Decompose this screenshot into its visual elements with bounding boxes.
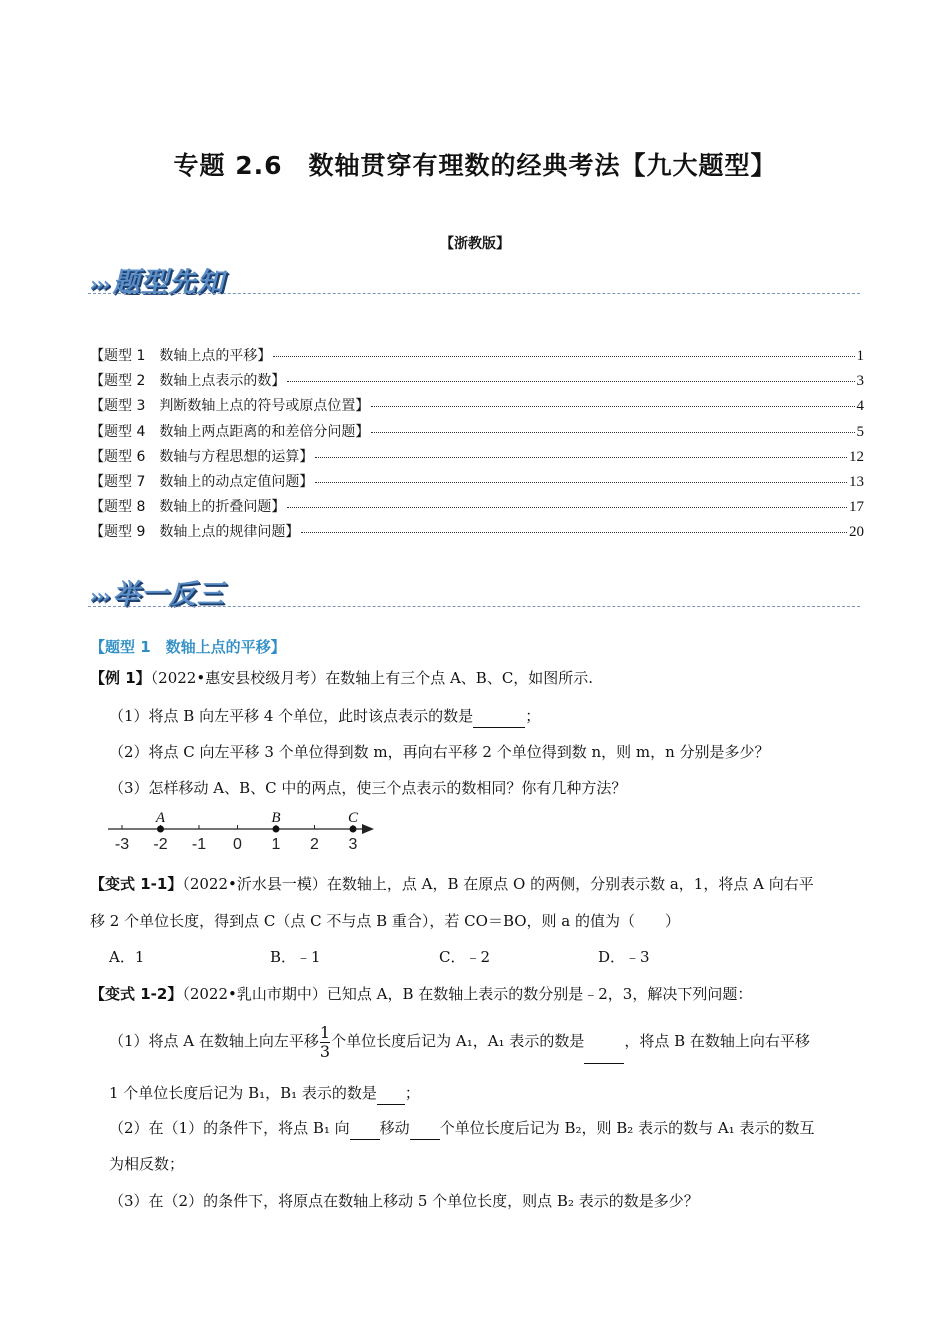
arrow-right-icon	[362, 824, 374, 834]
point-label-c: C	[347, 810, 359, 826]
edition-label: 【浙教版】	[440, 236, 510, 252]
point-c	[350, 826, 357, 833]
toc-entry[interactable]: 【题型 6 数轴与方程思想的运算】 12	[90, 449, 864, 465]
fraction: $\frac{1}{3}$	[319, 1022, 331, 1061]
variant-1-2-q2-line2: 为相反数；	[109, 1155, 185, 1173]
answer-blank[interactable]	[410, 1117, 440, 1140]
toc-entry[interactable]: 【题型 7 数轴上的动点定值问题】 13	[90, 474, 864, 490]
banner-text: 举一反三	[112, 579, 225, 610]
dashed-divider	[88, 293, 860, 294]
point-label-b: B	[271, 810, 281, 826]
answer-blank[interactable]	[473, 705, 525, 728]
example-1-q3: （3）怎样移动 A、B、C 中的两点，使三个点表示的数相同？你有几种方法？	[109, 779, 627, 797]
number-line-figure	[100, 802, 390, 860]
answer-blank[interactable]	[584, 1019, 624, 1064]
triple-arrow-icon: ›››	[90, 584, 109, 608]
page-title: 专题 2.6 数轴贯穿有理数的经典考法【九大题型】	[173, 151, 777, 180]
point-b	[273, 826, 280, 833]
variant-1-1-line1: 【变式 1-1】（2022•沂水县一模）在数轴上，点 A，B 在原点 O 的两侧，分别表示数 a，1，将点 A 向右平	[90, 875, 814, 893]
tick-label: 1	[271, 836, 281, 853]
toc-entry[interactable]: 【题型 1 数轴上点的平移】 1	[90, 348, 864, 364]
toc-entry[interactable]: 【题型 8 数轴上的折叠问题】 17	[90, 499, 864, 515]
toc-entry[interactable]: 【题型 2 数轴上点表示的数】 3	[90, 373, 864, 389]
triple-arrow-icon: ›››	[90, 272, 109, 296]
point-a	[157, 826, 164, 833]
banner-text: 题型先知	[112, 267, 225, 298]
option-d[interactable]: D．﹣3	[598, 948, 650, 966]
toc-entry[interactable]: 【题型 9 数轴上点的规律问题】 20	[90, 524, 864, 540]
option-a[interactable]: A．1	[109, 948, 145, 966]
toc-entry[interactable]: 【题型 4 数轴上两点距离的和差倍分问题】 5	[90, 424, 864, 440]
toc-entry[interactable]: 【题型 3 判断数轴上点的符号或原点位置】 4	[90, 398, 864, 414]
variant-1-2-q2: （2）在（1）的条件下，将点 B₁ 向 移动 个单位长度后记为 B₂，则 B₂ 表示的数与 A₁ 表示的数互	[109, 1117, 814, 1140]
variant-1-2-q1: （1）将点 A 在数轴上向左平移 $\frac{1}{3}$ 个单位长度后记为 A₁，A₁ 表示的数是 ，将点 B 在数轴上向右平移	[109, 1019, 810, 1064]
variant-1-2-q1-line2: 1 个单位长度后记为 B₁，B₁ 表示的数是 ；	[109, 1082, 420, 1105]
option-b[interactable]: B．﹣1	[270, 948, 321, 966]
answer-blank[interactable]	[350, 1117, 380, 1140]
example-1-q2: （2）将点 C 向左平移 3 个单位得到数 m，再向右平移 2 个单位得到数 n，则 m，n 分别是多少？	[109, 743, 770, 761]
dashed-divider	[88, 606, 860, 607]
tick-label: -1	[191, 836, 207, 853]
tick-label: -3	[114, 836, 130, 853]
tick-label: 3	[348, 836, 358, 853]
tick-label: 2	[310, 836, 319, 853]
variant-1-2-header: 【变式 1-2】（2022•乳山市期中）已知点 A，B 在数轴上表示的数分别是﹣2，3，解决下列问题：	[90, 985, 753, 1003]
variant-1-1-line2: 移 2 个单位长度，得到点 C（点 C 不与点 B 重合），若 CO＝BO，则 a 的值为（ ）	[90, 912, 681, 930]
example-1-header: 【例 1】（2022•惠安县校级月考）在数轴上有三个点 A、B、C，如图所示.	[90, 669, 594, 687]
variant-1-2-q3: （3）在（2）的条件下，将原点在数轴上移动 5 个单位长度，则点 B₂ 表示的数是多少？	[109, 1192, 699, 1210]
answer-blank[interactable]	[377, 1082, 405, 1105]
example-1-q1: （1）将点 B 向左平移 4 个单位，此时该点表示的数是 ；	[109, 705, 540, 728]
option-c[interactable]: C．﹣2	[439, 948, 491, 966]
section-heading: 【题型 1 数轴上点的平移】	[90, 638, 286, 656]
tick-label: 0	[233, 836, 242, 853]
tick-label: -2	[153, 836, 168, 853]
point-label-a: A	[155, 810, 166, 826]
